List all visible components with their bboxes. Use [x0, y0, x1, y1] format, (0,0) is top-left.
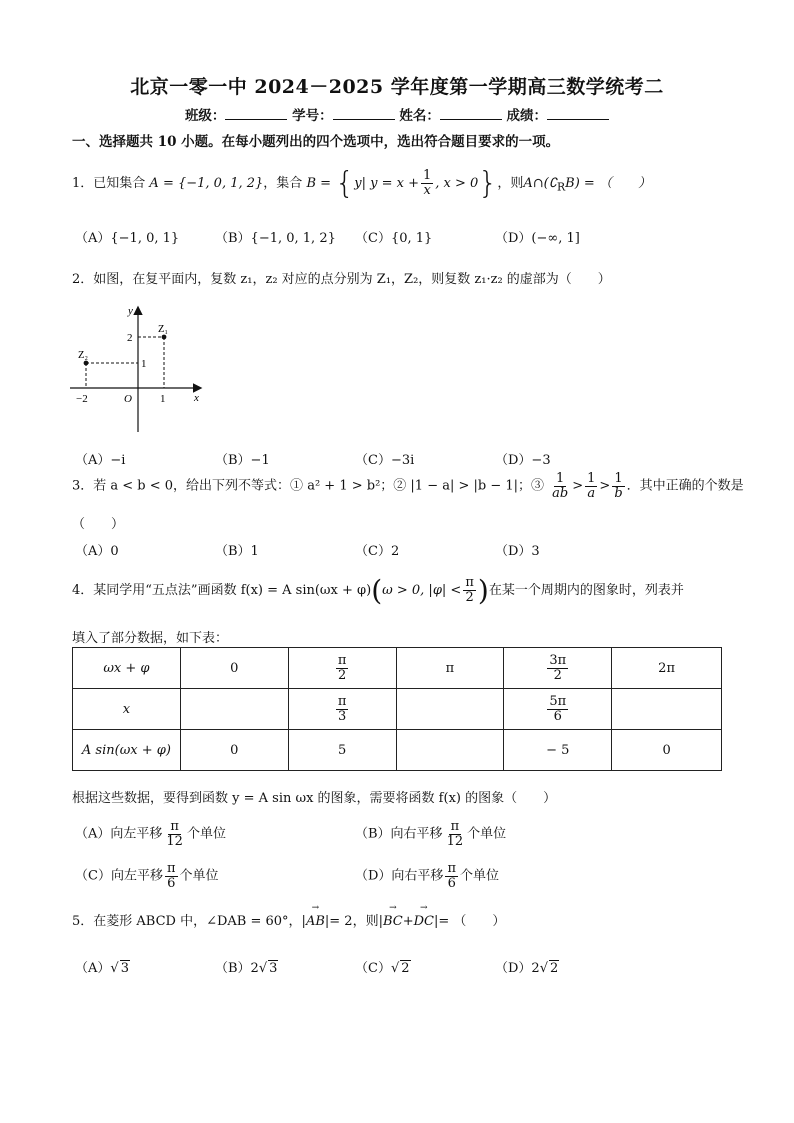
id-blank[interactable]: [333, 107, 395, 120]
student-info-line: [0, 104, 794, 124]
cell-text: x: [122, 701, 131, 717]
q4-text-2: 在某一个周期内的图象时，列表并: [488, 583, 684, 598]
vector-bc: → BC: [383, 914, 403, 929]
table-row: [73, 730, 722, 771]
question-4: [72, 574, 684, 607]
table-cell: 0: [180, 648, 288, 689]
table-cell: [396, 689, 504, 730]
q1-sub-r: R: [557, 180, 566, 194]
q1-fraction: [421, 169, 433, 197]
frac-den: 6: [167, 875, 176, 891]
table-cell: π: [396, 648, 504, 689]
q1-set-a: A = {−1, 0, 1, 2}: [149, 176, 264, 191]
table-cell: [504, 689, 612, 730]
frac-num: π: [447, 861, 456, 876]
q1-set-b-label: B =: [306, 176, 336, 191]
q3-gt2: >: [599, 478, 611, 494]
q4-option-a[interactable]: [75, 820, 226, 848]
q5-optD-label: （D）2: [495, 961, 540, 976]
q3-frac1-num: 1: [556, 471, 565, 486]
page-title: 北京一零一中 2024－2025 学年度第一学期高三数学统考二: [130, 76, 664, 98]
q3-frac2-den: a: [587, 485, 596, 501]
z2-label: Z₂: [78, 350, 89, 361]
q4-cond-den: 2: [465, 590, 474, 605]
q1-left-brace: {: [335, 166, 355, 201]
q5-text: 5．在菱形 ABCD 中，∠DAB = 60°，: [72, 914, 302, 929]
q3-option-d[interactable]: （D）3: [495, 544, 540, 559]
table-cell: 0: [612, 730, 722, 771]
frac-num: π: [337, 693, 347, 709]
vector-dc: → DC: [414, 914, 434, 929]
y-axis-label: y: [128, 305, 133, 317]
q1-option-b[interactable]: （B）{−1, 0, 1, 2}: [215, 231, 336, 246]
q3-text-2: ．其中正确的个数是: [626, 478, 744, 494]
x-tick-1: 1: [160, 393, 166, 405]
q3-option-c[interactable]: （C）2: [355, 544, 400, 559]
q3-frac2-num: 1: [587, 471, 596, 486]
class-blank[interactable]: [225, 107, 287, 120]
q4-optA-text: （A）向左平移: [75, 826, 163, 842]
id-label: 学号：: [292, 108, 333, 124]
table-cell: [504, 648, 612, 689]
q1-option-d[interactable]: （D）(−∞, 1]: [495, 231, 580, 246]
q4-option-c[interactable]: [75, 862, 219, 890]
q4-optA-unit: 个单位: [186, 826, 226, 842]
y-tick-2: 2: [127, 332, 133, 344]
q3-frac-3: [612, 472, 624, 500]
origin-label: O: [124, 393, 132, 405]
q5-option-a[interactable]: （A）√ 3: [75, 961, 129, 976]
table-row: [73, 689, 722, 730]
table-cell: [288, 689, 396, 730]
q1-option-a[interactable]: （A）{−1, 0, 1}: [75, 231, 180, 246]
q4-optD-text: （D）向右平移: [355, 868, 444, 884]
cell-text: ωx + φ: [103, 660, 150, 676]
q5-optA-radicand: 3: [120, 961, 129, 976]
q5-optA-label: （A）: [75, 961, 111, 976]
q4-cond-frac: [463, 576, 476, 604]
q3-text: 3．若 a < b < 0，给出下列不等式：① a² + 1 > b²；② |1 − a| > |b − 1|；③: [72, 478, 545, 494]
q4-text-3: 填入了部分数据，如下表：: [72, 631, 229, 646]
q5-optC-radicand: 2: [401, 961, 410, 976]
table-cell: [396, 730, 504, 771]
name-label: 姓名：: [399, 108, 440, 124]
q1-prefix: 1．已知集合: [72, 176, 146, 191]
question-1: [72, 166, 651, 201]
frac-den: 6: [553, 708, 562, 724]
q4-optB-frac: [445, 820, 466, 848]
q2-option-a[interactable]: （A）−i: [75, 453, 126, 468]
q5-optC-label: （C）: [355, 961, 391, 976]
q4-cond: ω > 0, |φ| <: [382, 583, 462, 598]
table-cell: [288, 648, 396, 689]
complex-plane-figure: [66, 300, 216, 440]
q1-frac-num: 1: [422, 168, 432, 184]
q1-frac-den: x: [423, 183, 431, 198]
table-cell: [612, 689, 722, 730]
x-tick-neg2: −2: [76, 393, 88, 405]
q4-optB-text: （B）向右平移: [355, 826, 443, 842]
q4-optB-unit: 个单位: [467, 826, 507, 842]
q3-option-b[interactable]: （B）1: [215, 544, 259, 559]
frac-den: 12: [166, 833, 183, 849]
q5-optB-radicand: 3: [269, 961, 278, 976]
q5-option-d[interactable]: （D）2√ 2: [495, 961, 559, 976]
frac-den: 6: [447, 875, 456, 891]
q4-optD-unit: 个单位: [459, 868, 499, 884]
q3-frac-2: [585, 472, 597, 500]
q4-option-d[interactable]: [355, 862, 499, 890]
q3-frac1-den: ab: [552, 485, 569, 501]
frac-5pi-6: [547, 695, 568, 723]
frac-den: 12: [446, 833, 464, 849]
q5-option-c[interactable]: （C）√ 2: [355, 961, 410, 976]
q5-optD-radicand: 2: [550, 961, 559, 976]
abs-bar-right: |: [324, 914, 330, 929]
q3-gt1: >: [572, 478, 584, 494]
frac-num: π: [337, 652, 347, 668]
q4-option-b[interactable]: [355, 820, 506, 848]
frac-num: 5π: [549, 693, 567, 709]
q3-frac3-num: 1: [614, 471, 623, 486]
q4-optC-frac: [165, 862, 178, 890]
x-axis-label: x: [194, 392, 199, 404]
q3-frac3-den: b: [614, 485, 623, 501]
table-cell: [73, 730, 181, 771]
frac-pi-3: [336, 695, 349, 723]
q1-option-c[interactable]: （C）{0, 1}: [355, 231, 433, 246]
frac-num: π: [450, 819, 460, 834]
table-cell: 2π: [612, 648, 722, 689]
q4-data-table: [72, 647, 722, 771]
plus-sign: +: [402, 914, 414, 929]
q2-option-c[interactable]: （C）−3i: [355, 453, 415, 468]
z2-point: [84, 361, 89, 366]
score-blank[interactable]: [547, 107, 609, 120]
abs-bar-right: |: [434, 914, 439, 929]
name-blank[interactable]: [440, 107, 502, 120]
abs-bar-left: |: [378, 914, 383, 929]
table-cell: [73, 648, 181, 689]
q5-option-b[interactable]: （B）2√ 3: [215, 961, 278, 976]
table-cell: [73, 689, 181, 730]
q1-set-b-cond: , x > 0: [435, 176, 479, 191]
question-5: [72, 910, 505, 929]
frac-3pi-2: [547, 654, 568, 682]
q1-tail: ，则: [497, 176, 524, 191]
q5-optB-label: （B）2: [215, 961, 259, 976]
abs-bar-left: |: [301, 914, 306, 929]
q1-expr2: B) = （ ）: [565, 176, 651, 191]
q5-text-3: = （ ）: [438, 914, 506, 929]
q2-option-d[interactable]: （D）−3: [495, 453, 551, 468]
q4-cond-rparen: ): [477, 574, 489, 607]
question-2: 2．如图，在复平面内，复数 z₁，z₂ 对应的点分别为 Z₁，Z₂，则复数 z₁·z₂ 的虚部为（ ）: [72, 272, 611, 287]
frac-den: 2: [337, 667, 347, 683]
q1-expr: A∩(∁: [523, 176, 558, 191]
frac-num: 3π: [549, 652, 567, 668]
q1-mid: ，集合: [263, 176, 303, 191]
q4-optA-frac: [164, 820, 185, 848]
table-cell: 0: [180, 730, 288, 771]
q2-option-b[interactable]: （B）−1: [215, 453, 270, 468]
q4-optD-frac: [445, 862, 458, 890]
q4-cond-num: π: [465, 575, 474, 591]
table-cell: − 5: [504, 730, 612, 771]
z1-point: [162, 335, 167, 340]
q4-optC-text: （C）向左平移: [75, 868, 163, 884]
frac-num: π: [166, 861, 176, 876]
class-label: 班级：: [184, 108, 226, 124]
q3-frac-1: [550, 472, 570, 500]
frac-den: 2: [553, 667, 562, 683]
table-cell: [180, 689, 288, 730]
section-heading: 一、选择题共 10 小题。在每小题列出的四个选项中，选出符合题目要求的一项。: [72, 134, 560, 150]
table-row: [73, 648, 722, 689]
q4-optC-unit: 个单位: [179, 868, 219, 884]
q4-text-4: 根据这些数据，要得到函数 y = A sin ωx 的图象，需要将函数 f(x) 的图象（ ）: [72, 791, 557, 806]
frac-den: 3: [337, 708, 347, 724]
frac-pi-2: [336, 654, 349, 682]
q5-text-2: = 2，则: [329, 914, 379, 929]
q4-text: 4．某同学用“五点法”画函数 f(x) = A sin(ωx + φ): [72, 583, 372, 598]
vector-ab: → AB: [306, 914, 325, 929]
q4-cond-lparen: (: [371, 574, 383, 607]
q3-option-a[interactable]: （A）0: [75, 544, 119, 559]
frac-num: π: [170, 819, 179, 834]
q1-right-brace: }: [478, 166, 498, 201]
question-3: [72, 472, 744, 500]
y-tick-1: 1: [141, 358, 147, 370]
score-label: 成绩：: [506, 108, 548, 124]
cell-text: A sin(ωx + φ): [81, 742, 171, 758]
q1-set-b-content: y| y = x +: [354, 176, 419, 191]
z1-label: Z₁: [158, 324, 169, 335]
q3-answer-paren: （ ）: [72, 517, 125, 532]
table-cell: 5: [288, 730, 396, 771]
